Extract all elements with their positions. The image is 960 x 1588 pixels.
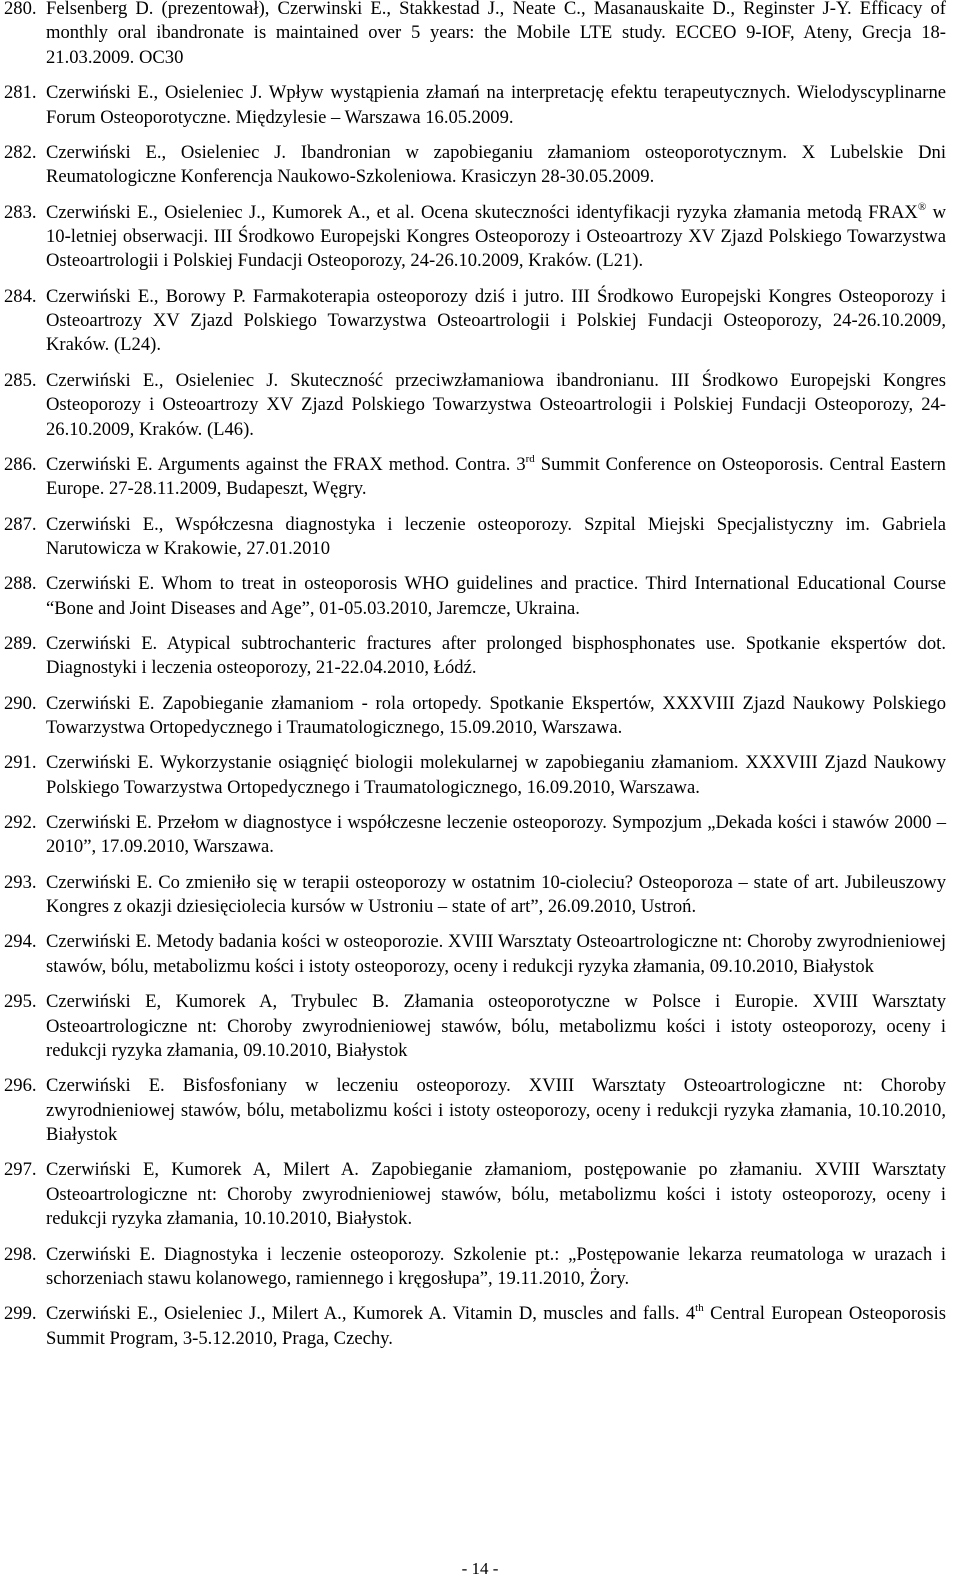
reference-item	[4, 990, 946, 1063]
reference-number: 285.	[4, 369, 37, 391]
reference-text: Czerwiński E., Współczesna diagnostyka i leczenie osteoporozy. Szpital Miejski Specjalistyczny im. Gabriela Narutowicza w Krakowie, 27.01.2010	[46, 513, 946, 559]
reference-number: 289.	[4, 632, 37, 654]
reference-text: Czerwiński E., Osieleniec J. Wpływ wystąpienia złamań na interpretację efektu terapeutycznych. Wielodyscyplinarne Forum Osteoporotyczne. Międzylesie – Warszawa 16.05.2009.	[46, 82, 946, 128]
reference-text-part: Czerwiński E., Osieleniec J., Kumorek A., et al. Ocena skuteczności identyfikacji ryzyka złamania metodą FRAX	[46, 201, 918, 223]
reference-number: 294.	[4, 931, 37, 953]
reference-text: Czerwiński E., Osieleniec J. Skuteczność przeciwzłamaniowa ibandronianu. III Środkowo Europejski Kongres Osteoporozy i Osteoartrozy XV Zjazd Polskiego Towarzystwa Osteoartrologii i Polskiej Fundacji Osteoporozy, 24-26.10.2009, Kraków. (L46).	[46, 369, 946, 440]
reference-text: Czerwiński E, Kumorek A, Trybulec B. Złamania osteoporotyczne w Polsce i Europie. XVIII Warsztaty Osteoartrologiczne nt: Choroby zwyrodnieniowej stawów, bólu, metabolizmu kości i istoty osteoporozy, oceny i redukcji ryzyka złamania, 09.10.2010, Białystok	[46, 991, 946, 1061]
reference-number: 284.	[4, 285, 37, 307]
reference-item	[4, 1302, 946, 1351]
reference-item	[4, 1243, 946, 1292]
reference-list	[4, 0, 946, 1351]
reference-number: 281.	[4, 82, 37, 104]
ordinal-superscript: rd	[525, 452, 535, 465]
reference-item	[4, 1074, 946, 1147]
reference-text	[46, 1302, 946, 1351]
reference-item	[4, 141, 946, 190]
reference-text-part: Central European Osteoporosis Summit Program, 3-5.12.2010, Praga, Czechy.	[46, 1303, 946, 1349]
reference-text: Czerwiński E. Atypical subtrochanteric fractures after prolonged bisphosphonates use. Spotkanie ekspertów dot. Diagnostyki i leczenia osteoporozy, 21-22.04.2010, Łódź.	[46, 632, 946, 679]
reference-text: Czerwiński E. Metody badania kości w osteoporozie. XVIII Warsztaty Osteoartrologiczne nt: Choroby zwyrodnieniowej stawów, bólu, metabolizmu kości i istoty osteoporozy, oceny i redukcji ryzyka złamania, 09.10.2010, Białystok	[46, 931, 946, 977]
reference-text: Czerwiński E. Diagnostyka i leczenie osteoporozy. Szkolenie pt.: „Postępowanie lekarza reumatologa w urazach i schorzeniach stawu kolanowego, ramiennego i kręgosłupa”, 19.11.2010, Żory.	[46, 1243, 946, 1289]
reference-number: 280.	[4, 0, 37, 19]
reference-number: 298.	[4, 1243, 37, 1265]
reference-item	[4, 513, 946, 562]
reference-text: Czerwiński E., Borowy P. Farmakoterapia osteoporozy dziś i jutro. III Środkowo Europejski Kongres Osteoporozy i Osteoartrozy XV Zjazd Polskiego Towarzystwa Osteoartrologii i Polskiej Fundacji Osteoporozy, 24-26.10.2009, Kraków. (L24).	[46, 285, 946, 356]
reference-item	[4, 1158, 946, 1231]
reference-text: Czerwiński E. Przełom w diagnostyce i współczesne leczenie osteoporozy. Sympozjum „Dekada kości i stawów 2000 – 2010”, 17.09.2010, Warszawa.	[46, 812, 946, 858]
reference-number: 299.	[4, 1303, 37, 1325]
reference-number: 290.	[4, 692, 37, 714]
reference-text: Czerwiński E. Co zmieniło się w terapii osteoporozy w ostatnim 10-cioleciu? Osteoporoza – state of art. Jubileuszowy Kongres z okazji dziesięciolecia kursów w Ustroniu – state of art”, 26.09.2010, Ustroń.	[46, 871, 946, 918]
reference-text: Czerwiński E. Wykorzystanie osiągnięć biologii molekularnej w zapobieganiu złamaniom. XXXVIII Zjazd Naukowy Polskiego Towarzystwa Ortopedycznego i Traumatologicznego, 16.09.2010, Warszawa.	[46, 752, 946, 798]
reference-text: Czerwiński E, Kumorek A, Milert A. Zapobieganie złamaniom, postępowanie po złamaniu. XVIII Warsztaty Osteoartrologiczne nt: Choroby zwyrodnieniowej stawów, bólu, metabolizmu kości i istoty osteoporozy, oceny i redukcji ryzyka złamania, 10.10.2010, Białystok.	[46, 1159, 946, 1230]
reference-number: 297.	[4, 1159, 37, 1181]
reference-item	[4, 285, 946, 358]
reference-text-part: w 10-letniej obserwacji. III Środkowo Europejski Kongres Osteoporozy i Osteoartrozy XV Zjazd Polskiego Towarzystwa Osteoartrologii i Polskiej Fundacji Osteoporozy, 24-26.10.2009, Kraków. (L21).	[46, 201, 946, 272]
reference-item	[4, 751, 946, 800]
reference-item	[4, 632, 946, 681]
reference-number: 286.	[4, 453, 37, 475]
reference-item	[4, 811, 946, 860]
reference-item	[4, 369, 946, 442]
reference-text: Felsenberg D. (prezentował), Czerwinski E., Stakkestad J., Neate C., Masanauskaite D., Reginster J-Y. Efficacy of monthly oral ibandronate is maintained over 5 years: the Mobile LTE study. ECCEO 9-IOF, Ateny, Grecja 18-21.03.2009. OC30	[46, 0, 946, 68]
reference-number: 296.	[4, 1075, 37, 1097]
reference-number: 295.	[4, 991, 37, 1013]
reference-text: Czerwiński E., Osieleniec J. Ibandronian w zapobieganiu złamaniom osteoporotycznym. X Lubelskie Dni Reumatologiczne Konferencja Naukowo-Szkoleniowa. Krasiczyn 28-30.05.2009.	[46, 141, 946, 188]
reference-item	[4, 572, 946, 621]
reference-item	[4, 81, 946, 130]
reference-item	[4, 871, 946, 920]
reference-item	[4, 0, 946, 70]
reference-text: Czerwiński E. Zapobieganie złamaniom - rola ortopedy. Spotkanie Ekspertów, XXXVIII Zjazd Naukowy Polskiego Towarzystwa Ortopedycznego i Traumatologicznego, 15.09.2010, Warszawa.	[46, 692, 946, 739]
registered-mark: ®	[917, 200, 927, 213]
reference-text-part: Czerwiński E. Arguments against the FRAX method. Contra. 3	[46, 453, 526, 475]
reference-number: 288.	[4, 573, 37, 595]
reference-number: 283.	[4, 201, 37, 223]
reference-text-part: Summit Conference on Osteoporosis. Central Eastern Europe. 27-28.11.2009, Budapeszt, Węgry.	[46, 453, 946, 500]
page-number: - 14 -	[461, 1559, 499, 1578]
reference-text: Czerwiński E. Bisfosfoniany w leczeniu osteoporozy. XVIII Warsztaty Osteoartrologiczne nt: Choroby zwyrodnieniowej stawów, bólu, metabolizmu kości i istoty osteoporozy, oceny i redukcji ryzyka złamania, 10.10.2010, Białystok	[46, 1075, 946, 1146]
reference-number: 287.	[4, 513, 37, 535]
reference-number: 291.	[4, 752, 37, 774]
reference-number: 282.	[4, 141, 37, 163]
ordinal-superscript: th	[695, 1302, 704, 1315]
reference-text	[46, 453, 946, 502]
reference-text	[46, 201, 946, 274]
reference-text-part: Czerwiński E., Osieleniec J., Milert A., Kumorek A. Vitamin D, muscles and falls. 4	[46, 1303, 696, 1325]
reference-number: 292.	[4, 812, 37, 834]
reference-number: 293.	[4, 871, 37, 893]
reference-text: Czerwiński E. Whom to treat in osteoporosis WHO guidelines and practice. Third International Educational Course “Bone and Joint Diseases and Age”, 01-05.03.2010, Jaremcze, Ukraina.	[46, 573, 946, 619]
reference-item	[4, 930, 946, 979]
reference-item	[4, 692, 946, 741]
reference-item	[4, 453, 946, 502]
reference-item	[4, 201, 946, 274]
